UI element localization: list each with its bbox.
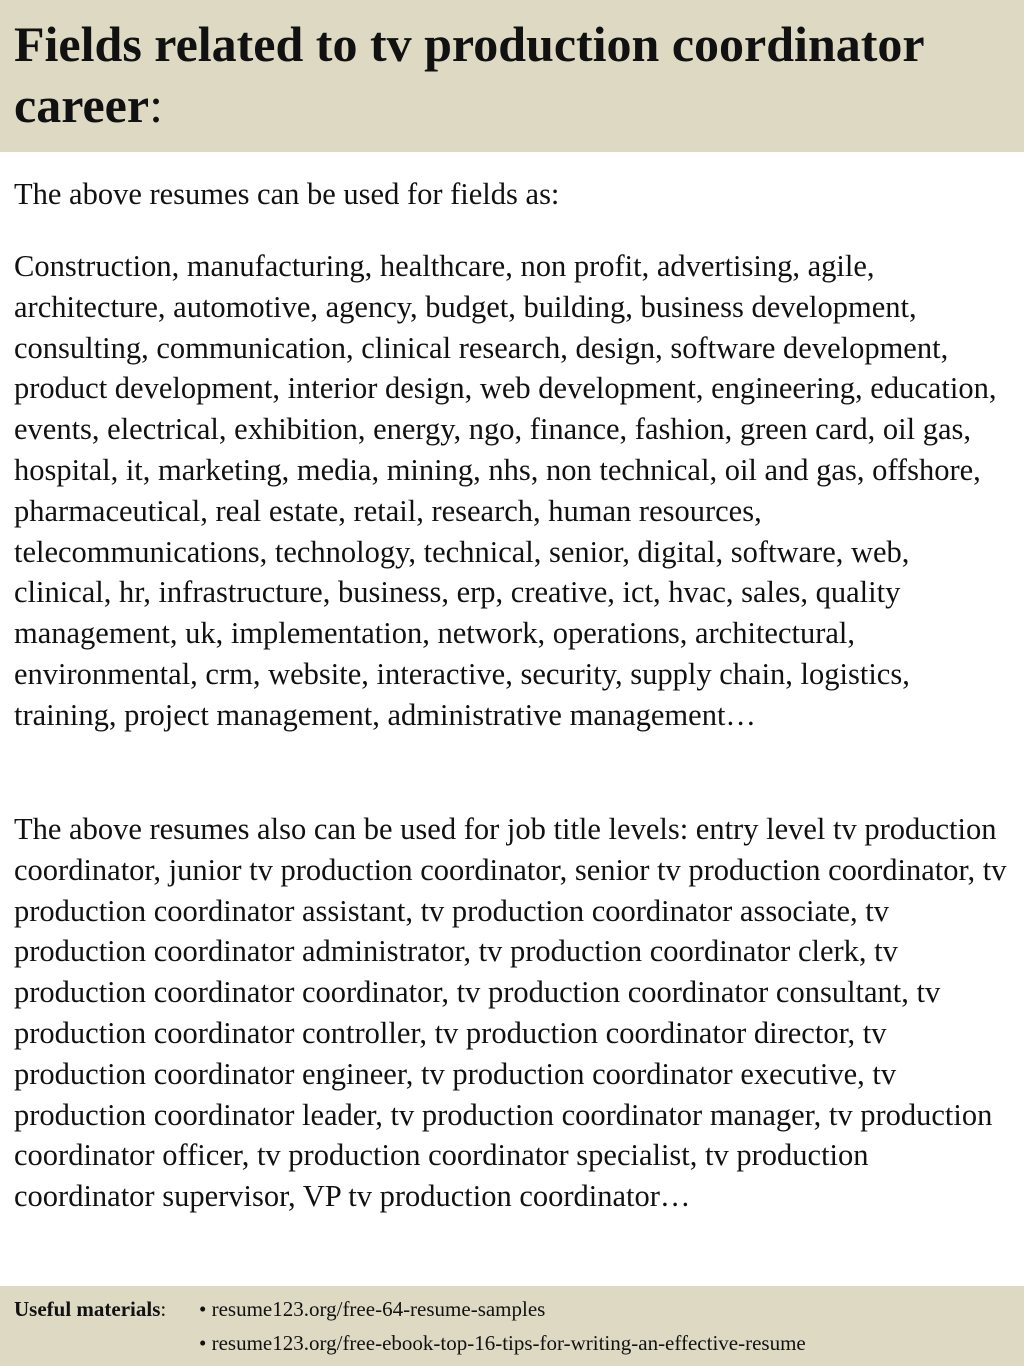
page-title — [14, 14, 1014, 136]
footer-link-ebook-tips[interactable]: • resume123.org/free-ebook-top-16-tips-for-writing-an-effective-resume — [199, 1331, 806, 1355]
fields-paragraph: Construction, manufacturing, healthcare, non profit, advertising, agile, architecture, automotive, agency, budget, building, business development, consulting, communication, clinical research, design, software development, product development, interior design, web development, engineering, education, events, electrical, exhibition, energy, ngo, finance, fashion, green card, oil gas, hospital, it, marketing, media, mining, nhs, non technical, oil and gas, offshore, pharmaceutical, real estate, retail, research, human resources, telecommunications, technology, technical, senior, digital, software, web, clinical, hr, infrastructure, business, erp, creative, ict, hvac, sales, quality management, uk, implementation, network, operations, architectural, environmental, crm, website, interactive, security, supply chain, logistics, training, project management, administrative management… — [14, 249, 997, 732]
job-levels-paragraph: The above resumes also can be used for job title levels: entry level tv production coordinator, junior tv production coordinator, senior tv production coordinator, tv production coordinator assistant, tv production coordinator associate, tv production coordinator administrator, tv production coordinator clerk, tv production coordinator coordinator, tv production coordinator consultant, tv production coordinator controller, tv production coordinator director, tv production coordinator engineer, tv production coordinator executive, tv production coordinator leader, tv production coordinator manager, tv production coordinator officer, tv production coordinator specialist, tv production coordinator supervisor, VP tv production coordinator… — [14, 812, 1007, 1214]
intro-text: The above resumes can be used for fields as: — [14, 177, 560, 211]
useful-materials-label: Useful materials — [14, 1297, 161, 1321]
footer-label-separator: : — [160, 1297, 167, 1321]
footer-label — [14, 1295, 166, 1323]
footer-link-resume-samples[interactable]: • resume123.org/free-64-resume-samples — [199, 1297, 546, 1321]
page-title-text: Fields related to tv production coordinator career — [14, 16, 924, 133]
page-title-colon: : — [149, 77, 163, 133]
